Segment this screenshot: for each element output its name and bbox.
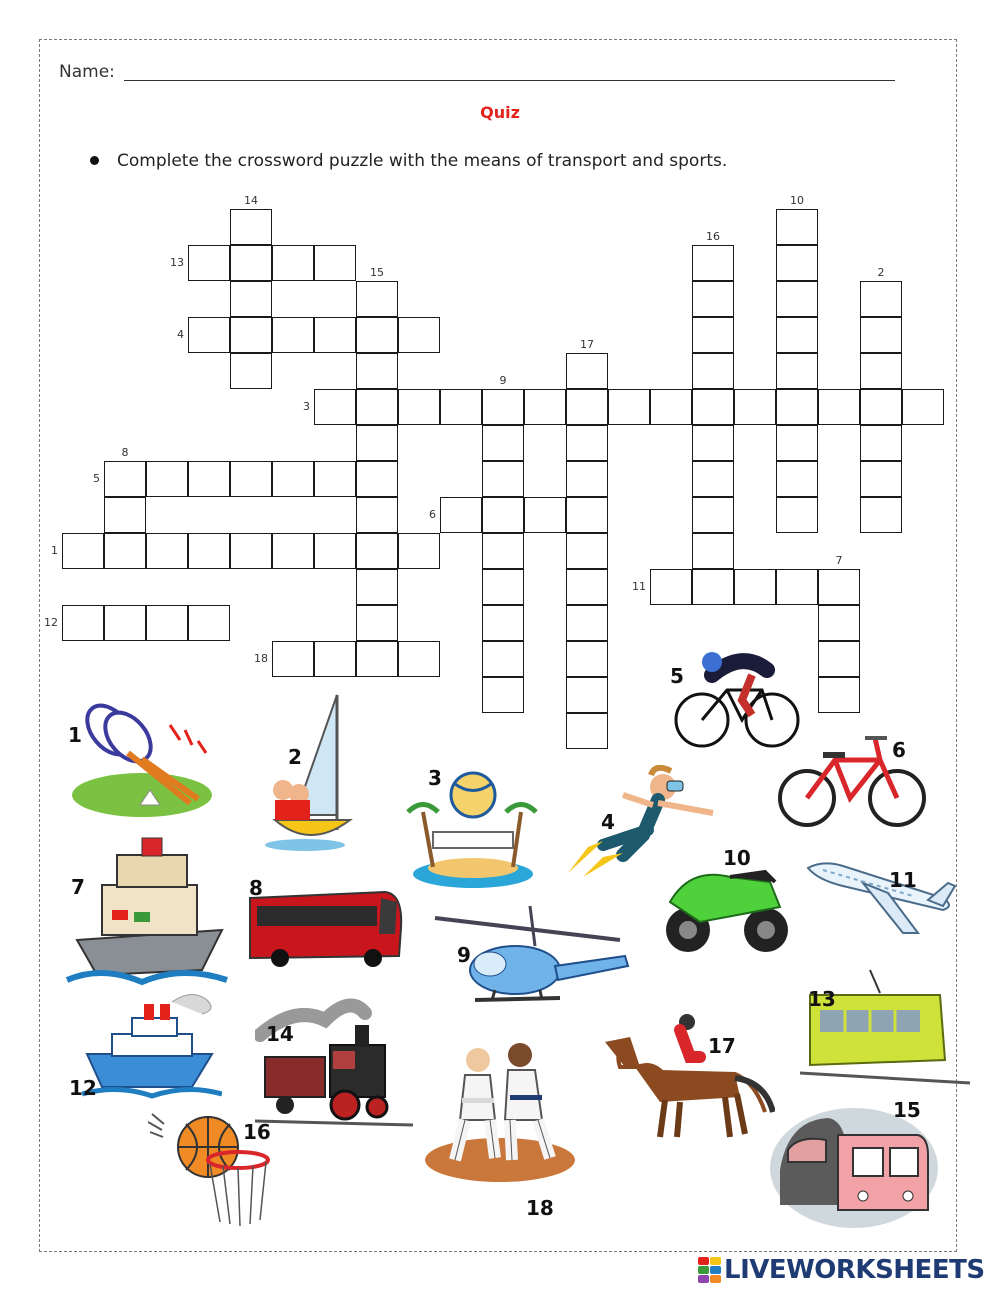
crossword-cell[interactable] — [146, 605, 188, 641]
crossword-cell[interactable] — [314, 533, 356, 569]
clue-number: 5 — [93, 472, 100, 485]
clue-number: 3 — [303, 400, 310, 413]
crossword-cell[interactable] — [272, 533, 314, 569]
crossword-cell[interactable] — [818, 389, 860, 425]
instruction-text: Complete the crossword puzzle with the means of transport and sports. — [117, 151, 728, 171]
crossword-cell[interactable] — [692, 533, 734, 569]
crossword-cell[interactable] — [440, 389, 482, 425]
crossword-cell[interactable] — [482, 425, 524, 461]
crossword-cell[interactable] — [566, 533, 608, 569]
crossword-cell[interactable] — [104, 497, 146, 533]
crossword-cell[interactable] — [818, 605, 860, 641]
crossword-cell[interactable] — [776, 353, 818, 389]
clue-number: 11 — [632, 580, 646, 593]
clue-number: 14 — [244, 194, 258, 207]
crossword-cell[interactable] — [230, 209, 272, 245]
clue-number: 7 — [835, 554, 843, 567]
crossword-cell[interactable] — [356, 641, 398, 677]
crossword-cell[interactable] — [860, 317, 902, 353]
crossword-cell[interactable] — [188, 245, 230, 281]
crossword-cell[interactable] — [398, 641, 440, 677]
crossword-cell[interactable] — [860, 353, 902, 389]
crossword-cell[interactable] — [356, 533, 398, 569]
crossword-cell[interactable] — [692, 425, 734, 461]
crossword-cell[interactable] — [230, 245, 272, 281]
sailing-icon — [255, 690, 355, 855]
tram-icon — [800, 965, 975, 1090]
crossword-cell[interactable] — [566, 353, 608, 389]
crossword-cell[interactable] — [566, 461, 608, 497]
judo-icon — [420, 1040, 578, 1188]
crossword-cell[interactable] — [818, 677, 860, 713]
crossword-cell[interactable] — [776, 569, 818, 605]
crossword-cell[interactable] — [692, 569, 734, 605]
liveworksheets-logo — [698, 1256, 985, 1284]
bullet-icon — [90, 156, 99, 165]
crossword-cell[interactable] — [272, 641, 314, 677]
clue-number: 9 — [499, 374, 507, 387]
crossword-cell[interactable] — [776, 209, 818, 245]
crossword-cell[interactable] — [818, 641, 860, 677]
crossword-cell[interactable] — [356, 605, 398, 641]
crossword-cell[interactable] — [356, 425, 398, 461]
badminton-icon — [70, 695, 215, 820]
crossword-cell[interactable] — [650, 569, 692, 605]
crossword-cell[interactable] — [314, 245, 356, 281]
crossword-cell[interactable] — [902, 389, 944, 425]
crossword-cell[interactable] — [692, 389, 734, 425]
crossword-cell[interactable] — [776, 281, 818, 317]
crossword-cell[interactable] — [188, 605, 230, 641]
crossword-cell[interactable] — [692, 245, 734, 281]
picture-number: 15 — [893, 1098, 921, 1122]
crossword-cell[interactable] — [314, 461, 356, 497]
crossword-cell[interactable] — [356, 389, 398, 425]
crossword-cell[interactable] — [146, 461, 188, 497]
crossword-cell[interactable] — [482, 533, 524, 569]
crossword-cell[interactable] — [356, 569, 398, 605]
crossword-cell[interactable] — [860, 461, 902, 497]
clue-number: 10 — [790, 194, 804, 207]
clue-number: 4 — [177, 328, 184, 341]
crossword-cell[interactable] — [230, 533, 272, 569]
crossword-cell[interactable] — [818, 569, 860, 605]
picture-number: 11 — [889, 868, 917, 892]
ship-icon — [82, 992, 222, 1104]
picture-number: 3 — [428, 766, 442, 790]
crossword-cell[interactable] — [482, 497, 524, 533]
crossword-cell[interactable] — [776, 425, 818, 461]
crossword-cell[interactable] — [230, 461, 272, 497]
crossword-cell[interactable] — [314, 389, 356, 425]
crossword-cell[interactable] — [482, 461, 524, 497]
clue-number: 15 — [370, 266, 384, 279]
crossword-cell[interactable] — [776, 461, 818, 497]
plane-icon — [803, 848, 958, 938]
crossword-cell[interactable] — [692, 353, 734, 389]
crossword-cell[interactable] — [104, 461, 146, 497]
crossword-cell[interactable] — [356, 353, 398, 389]
picture-number: 6 — [892, 738, 906, 762]
crossword-cell[interactable] — [566, 389, 608, 425]
name-input-line[interactable] — [124, 80, 895, 81]
crossword-cell[interactable] — [692, 281, 734, 317]
logo-icon — [698, 1257, 722, 1283]
picture-number: 10 — [723, 846, 751, 870]
crossword-cell[interactable] — [566, 641, 608, 677]
beach-volleyball-icon — [403, 762, 543, 892]
picture-number: 4 — [601, 810, 615, 834]
crossword-cell[interactable] — [104, 605, 146, 641]
crossword-cell[interactable] — [566, 713, 608, 749]
crossword-cell[interactable] — [566, 569, 608, 605]
crossword-cell[interactable] — [776, 497, 818, 533]
crossword-cell[interactable] — [188, 461, 230, 497]
crossword-cell[interactable] — [398, 389, 440, 425]
clue-number: 6 — [429, 508, 436, 521]
clue-number: 17 — [580, 338, 594, 351]
bike-icon — [775, 730, 930, 830]
crossword-cell[interactable] — [650, 389, 692, 425]
crossword-cell[interactable] — [482, 605, 524, 641]
crossword-cell[interactable] — [734, 569, 776, 605]
clue-number: 1 — [51, 544, 58, 557]
clue-number: 12 — [44, 616, 58, 629]
crossword-cell[interactable] — [398, 533, 440, 569]
crossword-cell[interactable] — [776, 389, 818, 425]
clue-number: 13 — [170, 256, 184, 269]
crossword-cell[interactable] — [272, 245, 314, 281]
crossword-cell[interactable] — [860, 389, 902, 425]
crossword-cell[interactable] — [860, 425, 902, 461]
train-icon — [255, 995, 415, 1135]
crossword-cell[interactable] — [524, 497, 566, 533]
crossword-cell[interactable] — [860, 281, 902, 317]
picture-number: 16 — [243, 1120, 271, 1144]
crossword-cell[interactable] — [356, 461, 398, 497]
crossword-cell[interactable] — [566, 605, 608, 641]
bus-icon — [245, 888, 405, 968]
crossword-cell[interactable] — [482, 641, 524, 677]
crossword-cell[interactable] — [776, 317, 818, 353]
crossword-cell[interactable] — [566, 677, 608, 713]
crossword-cell[interactable] — [62, 533, 104, 569]
crossword-cell[interactable] — [566, 497, 608, 533]
crossword-cell[interactable] — [356, 281, 398, 317]
crossword-cell[interactable] — [692, 461, 734, 497]
horse-riding-icon — [605, 1012, 775, 1147]
picture-number: 7 — [71, 875, 85, 899]
crossword-cell[interactable] — [146, 533, 188, 569]
crossword-cell[interactable] — [440, 497, 482, 533]
ferry-icon — [62, 830, 234, 988]
picture-number: 17 — [708, 1034, 736, 1058]
crossword-cell[interactable] — [776, 245, 818, 281]
crossword-cell[interactable] — [230, 281, 272, 317]
picture-number: 12 — [69, 1076, 97, 1100]
page-title: Quiz — [480, 103, 520, 122]
crossword-cell[interactable] — [104, 533, 146, 569]
crossword-cell[interactable] — [860, 497, 902, 533]
picture-number: 8 — [249, 876, 263, 900]
crossword-cell[interactable] — [272, 317, 314, 353]
crossword-cell[interactable] — [356, 497, 398, 533]
picture-number: 13 — [808, 987, 836, 1011]
crossword-cell[interactable] — [608, 389, 650, 425]
crossword-cell[interactable] — [566, 425, 608, 461]
name-label: Name: — [59, 62, 115, 82]
clue-number: 16 — [706, 230, 720, 243]
crossword-cell[interactable] — [482, 389, 524, 425]
crossword-cell[interactable] — [230, 317, 272, 353]
crossword-cell[interactable] — [188, 533, 230, 569]
picture-number: 1 — [68, 723, 82, 747]
crossword-cell[interactable] — [314, 317, 356, 353]
clue-number: 2 — [877, 266, 885, 279]
crossword-cell[interactable] — [188, 317, 230, 353]
crossword-cell[interactable] — [734, 389, 776, 425]
picture-number: 14 — [266, 1022, 294, 1046]
crossword-cell[interactable] — [230, 353, 272, 389]
crossword-cell[interactable] — [272, 461, 314, 497]
crossword-cell[interactable] — [314, 641, 356, 677]
crossword-cell[interactable] — [62, 605, 104, 641]
crossword-cell[interactable] — [692, 317, 734, 353]
crossword-cell[interactable] — [398, 317, 440, 353]
crossword-cell[interactable] — [482, 569, 524, 605]
clue-number: 18 — [254, 652, 268, 665]
picture-number: 18 — [526, 1196, 554, 1220]
crossword-cell[interactable] — [524, 389, 566, 425]
crossword-cell[interactable] — [692, 497, 734, 533]
crossword-cell[interactable] — [356, 317, 398, 353]
picture-number: 5 — [670, 664, 684, 688]
crossword-cell[interactable] — [482, 677, 524, 713]
logo-text: LIVEWORKSHEETS — [724, 1255, 985, 1285]
picture-number: 9 — [457, 943, 471, 967]
picture-number: 2 — [288, 745, 302, 769]
clue-number: 8 — [121, 446, 129, 459]
